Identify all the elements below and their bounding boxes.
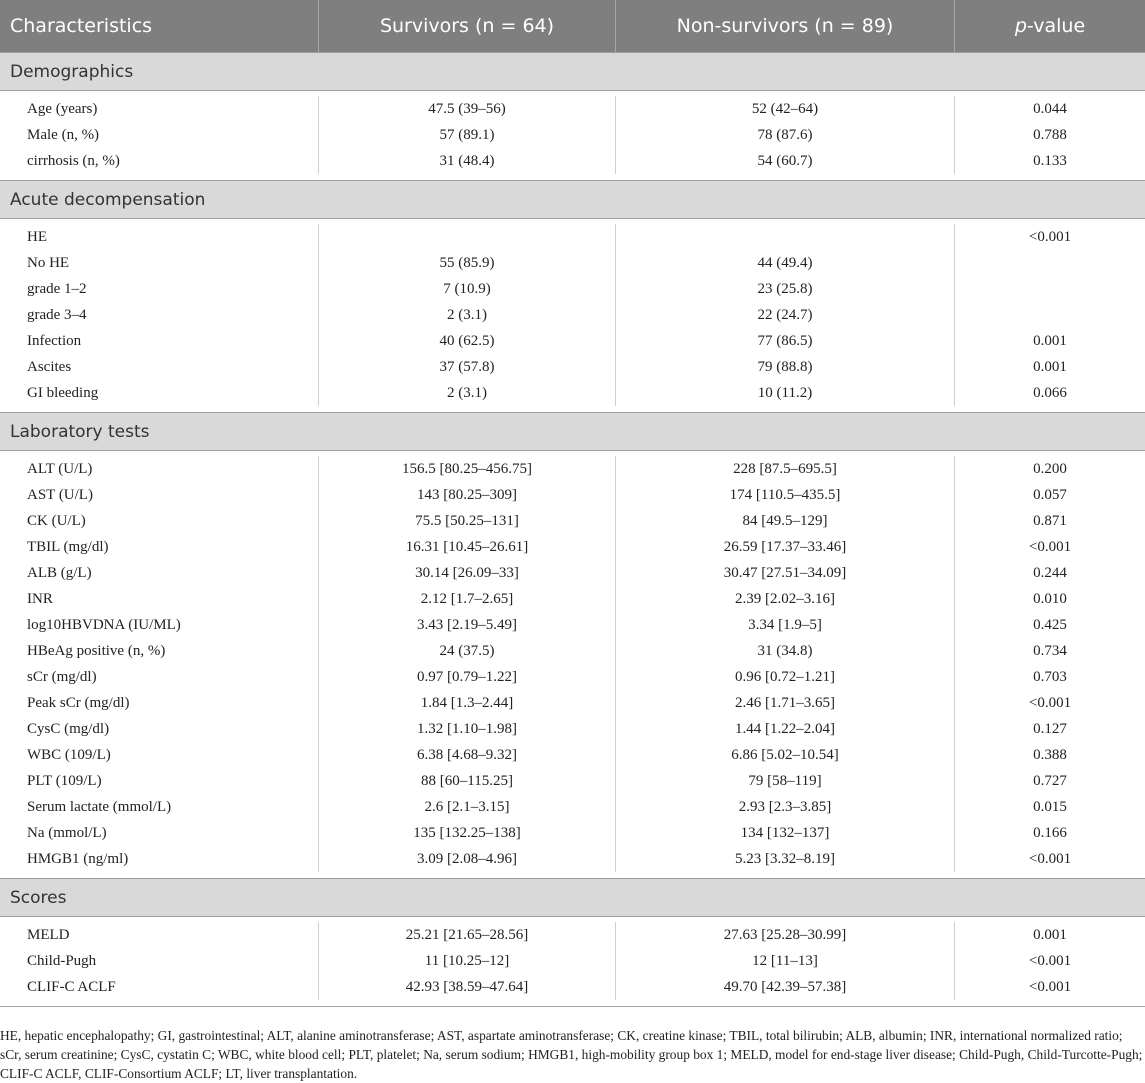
cell-non-survivors: 134 [132–137] [615,820,954,846]
table-row [0,482,1145,508]
row-label: INR [27,590,53,607]
cell-p-value: <0.001 [954,948,1145,974]
table-row [0,560,1145,586]
table-row [0,456,1145,482]
cell-survivors: 7 (10.9) [318,276,615,302]
cell-p-value: <0.001 [954,534,1145,560]
row-label: WBC (109/L) [27,746,111,763]
cell-survivors: 31 (48.4) [318,148,615,174]
cell-non-survivors: 10 (11.2) [615,380,954,406]
cell-non-survivors: 1.44 [1.22–2.04] [615,716,954,742]
cell-survivors: 143 [80.25–309] [318,482,615,508]
footnote: HE, hepatic encephalopathy; GI, gastrointestinal; ALT, alanine aminotransferase; AST, aspartate aminotransferase; CK, creatine kinase; TBIL, total bilirubin; ALB, albumin; INR, international normalized ratio; sCr, serum creatinine; CysC, cystatin C; WBC, white blood cell; PLT, platelet; Na, serum sodium; HMGB1, high-mobility group box 1; MELD, model for end-stage liver disease; Child-Pugh, Child-Turcotte-Pugh; CLIF-C ACLF, CLIF-Consortium ACLF; LT, liver transplantation. [0,1028,1143,1081]
cell-p-value: 0.388 [954,742,1145,768]
row-label: PLT (109/L) [27,772,102,789]
cell-non-survivors: 27.63 [25.28–30.99] [615,922,954,948]
row-label: CLIF-C ACLF [27,978,116,995]
row-label: Na (mmol/L) [27,824,107,841]
cell-non-survivors: 79 (88.8) [615,354,954,380]
cell-p-value: 0.044 [954,96,1145,122]
cell-p-value: 0.788 [954,122,1145,148]
cell-p-value [954,250,1145,276]
table-row [0,638,1145,664]
cell-p-value [954,276,1145,302]
cell-survivors: 47.5 (39–56) [318,96,615,122]
cell-non-survivors: 30.47 [27.51–34.09] [615,560,954,586]
row-label: HMGB1 (ng/ml) [27,850,129,867]
header-non-survivors: Non-survivors (n = 89) [615,0,954,52]
row-label: Child-Pugh [27,952,97,969]
row-label: ALT (U/L) [27,460,93,477]
row-label: CysC (mg/dl) [27,720,110,737]
row-label: cirrhosis (n, %) [27,152,120,169]
cell-p-value: 0.244 [954,560,1145,586]
cell-survivors: 57 (89.1) [318,122,615,148]
cell-p-value: 0.703 [954,664,1145,690]
cell-non-survivors: 23 (25.8) [615,276,954,302]
section-rows [0,916,1145,1006]
cell-p-value: <0.001 [954,846,1145,872]
cell-survivors: 2.6 [2.1–3.15] [318,794,615,820]
cell-p-value: 0.057 [954,482,1145,508]
cell-p-value: 0.734 [954,638,1145,664]
cell-survivors: 88 [60–115.25] [318,768,615,794]
row-label: Infection [27,332,82,349]
cell-survivors: 55 (85.9) [318,250,615,276]
table-row [0,922,1145,948]
cell-p-value: 0.133 [954,148,1145,174]
table-row [0,354,1145,380]
table-row [0,794,1145,820]
table-row [0,508,1145,534]
header-survivors: Survivors (n = 64) [318,0,615,52]
cell-non-survivors: 3.34 [1.9–5] [615,612,954,638]
row-label: sCr (mg/dl) [27,668,97,685]
table-row [0,302,1145,328]
table-row [0,224,1145,250]
cell-non-survivors: 78 (87.6) [615,122,954,148]
cell-survivors: 2 (3.1) [318,302,615,328]
table-row [0,122,1145,148]
section-header: Scores [0,878,1145,916]
table-row [0,96,1145,122]
section-header: Demographics [0,52,1145,90]
table-row [0,690,1145,716]
table-row [0,586,1145,612]
row-label: GI bleeding [27,384,99,401]
cell-p-value: <0.001 [954,224,1145,250]
cell-survivors: 42.93 [38.59–47.64] [318,974,615,1000]
header-p-value [954,0,1145,52]
cell-survivors: 2.12 [1.7–2.65] [318,586,615,612]
section-rows [0,450,1145,878]
cell-p-value [954,302,1145,328]
cell-p-value: 0.001 [954,328,1145,354]
cell-survivors: 11 [10.25–12] [318,948,615,974]
cell-non-survivors: 77 (86.5) [615,328,954,354]
cell-survivors: 3.09 [2.08–4.96] [318,846,615,872]
section-header: Laboratory tests [0,412,1145,450]
row-label: AST (U/L) [27,486,93,503]
row-label: ALB (g/L) [27,564,92,581]
cell-p-value: <0.001 [954,974,1145,1000]
cell-survivors: 1.32 [1.10–1.98] [318,716,615,742]
cell-non-survivors: 228 [87.5–695.5] [615,456,954,482]
cell-p-value: 0.001 [954,354,1145,380]
cell-p-value: 0.127 [954,716,1145,742]
cell-survivors: 40 (62.5) [318,328,615,354]
row-label: CK (U/L) [27,512,86,529]
row-label: grade 3–4 [27,306,87,323]
header-characteristics: Characteristics [10,15,153,37]
cell-p-value: <0.001 [954,690,1145,716]
table-row [0,250,1145,276]
table-row [0,380,1145,406]
cell-non-survivors: 5.23 [3.32–8.19] [615,846,954,872]
table-row [0,148,1145,174]
cell-p-value: 0.425 [954,612,1145,638]
cell-survivors: 25.21 [21.65–28.56] [318,922,615,948]
section-rows [0,218,1145,412]
cell-non-survivors: 79 [58–119] [615,768,954,794]
table-row [0,948,1145,974]
row-label: Peak sCr (mg/dl) [27,694,130,711]
table-bottom-rule [0,1006,1145,1007]
table-row [0,820,1145,846]
cell-non-survivors: 31 (34.8) [615,638,954,664]
row-label: Ascites [27,358,72,375]
cell-non-survivors: 12 [11–13] [615,948,954,974]
section-rows [0,90,1145,180]
cell-survivors: 24 (37.5) [318,638,615,664]
table-header [0,0,1145,52]
cell-survivors: 3.43 [2.19–5.49] [318,612,615,638]
cell-survivors: 156.5 [80.25–456.75] [318,456,615,482]
cell-non-survivors: 2.46 [1.71–3.65] [615,690,954,716]
cell-non-survivors: 49.70 [42.39–57.38] [615,974,954,1000]
cell-survivors: 2 (3.1) [318,380,615,406]
p-italic: p [1014,15,1027,37]
cell-p-value: 0.166 [954,820,1145,846]
cell-p-value: 0.066 [954,380,1145,406]
row-label: Male (n, %) [27,126,100,143]
cell-survivors: 0.97 [0.79–1.22] [318,664,615,690]
cell-non-survivors: 84 [49.5–129] [615,508,954,534]
row-label: log10HBVDNA (IU/ML) [27,616,181,633]
cell-survivors: 1.84 [1.3–2.44] [318,690,615,716]
cell-non-survivors: 2.39 [2.02–3.16] [615,586,954,612]
cell-non-survivors: 26.59 [17.37–33.46] [615,534,954,560]
row-label: No HE [27,254,70,271]
row-label: MELD [27,926,70,943]
table-row [0,768,1145,794]
cell-survivors: 6.38 [4.68–9.32] [318,742,615,768]
cell-non-survivors: 44 (49.4) [615,250,954,276]
cell-survivors: 37 (57.8) [318,354,615,380]
cell-non-survivors: 174 [110.5–435.5] [615,482,954,508]
table-body [0,52,1145,1006]
section-header: Acute decompensation [0,180,1145,218]
cell-non-survivors: 6.86 [5.02–10.54] [615,742,954,768]
table-row [0,716,1145,742]
cell-survivors: 135 [132.25–138] [318,820,615,846]
cell-p-value: 0.871 [954,508,1145,534]
row-label: grade 1–2 [27,280,87,297]
cell-non-survivors: 52 (42–64) [615,96,954,122]
cell-non-survivors: 54 (60.7) [615,148,954,174]
cell-non-survivors: 2.93 [2.3–3.85] [615,794,954,820]
table-row [0,276,1145,302]
cell-non-survivors [615,224,954,250]
cell-p-value: 0.200 [954,456,1145,482]
row-label: HBeAg positive (n, %) [27,642,166,659]
row-label: Serum lactate (mmol/L) [27,798,172,815]
table-row [0,664,1145,690]
table-row [0,612,1145,638]
cell-p-value: 0.001 [954,922,1145,948]
table-row [0,846,1145,872]
cell-survivors: 16.31 [10.45–26.61] [318,534,615,560]
cell-survivors: 75.5 [50.25–131] [318,508,615,534]
cell-p-value: 0.015 [954,794,1145,820]
cell-survivors [318,224,615,250]
p-value-suffix: -value [1026,15,1086,37]
table-row [0,328,1145,354]
table-row [0,974,1145,1000]
table-row [0,742,1145,768]
cell-non-survivors: 22 (24.7) [615,302,954,328]
table-row [0,534,1145,560]
cell-survivors: 30.14 [26.09–33] [318,560,615,586]
cell-p-value: 0.727 [954,768,1145,794]
row-label: Age (years) [27,100,98,117]
cell-non-survivors: 0.96 [0.72–1.21] [615,664,954,690]
cell-p-value: 0.010 [954,586,1145,612]
row-label: TBIL (mg/dl) [27,538,109,555]
row-label: HE [27,228,47,245]
